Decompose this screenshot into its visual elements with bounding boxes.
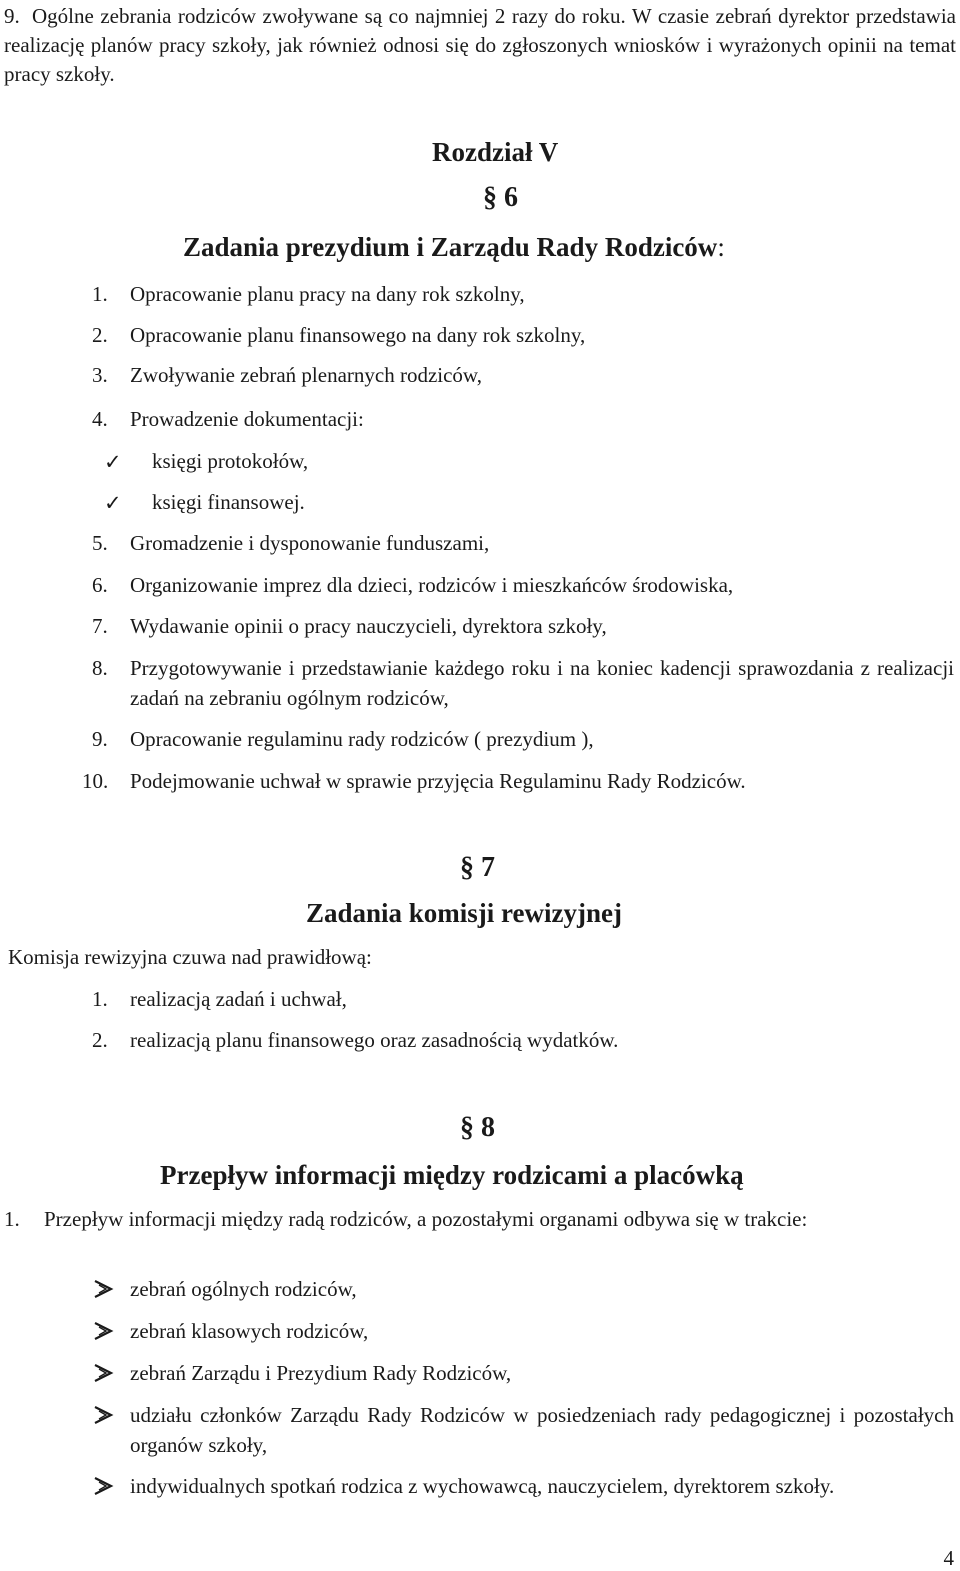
- arrow-bullet-icon: [92, 1316, 114, 1346]
- item-text: Przygotowywanie i przedstawianie każdego roku i na koniec kadencji sprawozdania z realizacji zadań na zebraniu ogólnym rodziców,: [130, 656, 954, 710]
- sub-list-item: [104, 446, 944, 476]
- list-item: [92, 984, 954, 1014]
- list-item: [92, 404, 954, 434]
- bullet-text: indywidualnych spotkań rodzica z wychowawcą, nauczycielem, dyrektorem szkoły.: [130, 1474, 835, 1498]
- bullet-text: zebrań ogólnych rodziców,: [130, 1277, 357, 1301]
- checkmark-icon: ✓: [104, 491, 122, 515]
- item-text: Zwoływanie zebrań plenarnych rodziców,: [130, 363, 482, 387]
- intro-text: Ogólne zebrania rodziców zwoływane są co najmniej 2 razy do roku. W czasie zebrań dyrektor przedstawia realizację planów pracy szkoły, jak również odnosi się do zgłoszonych wniosków i wyrażonych opinii na temat pracy szkoły.: [4, 4, 956, 86]
- bullet-text: zebrań Zarządu i Prezydium Rady Rodziców,: [130, 1361, 512, 1385]
- item-text: Organizowanie imprez dla dzieci, rodziców i mieszkańców środowiska,: [130, 573, 734, 597]
- section-6-title-colon: :: [717, 232, 725, 262]
- list-item: [92, 528, 954, 558]
- section-7-number: § 7: [460, 852, 495, 883]
- list-item: [92, 653, 954, 713]
- paragraph-text: Przepływ informacji między radą rodziców, a pozostałymi organami odbywa się w trakcie:: [44, 1207, 808, 1231]
- item-text: Wydawanie opinii o pracy nauczycieli, dyrektora szkoły,: [130, 614, 607, 638]
- item-text: Opracowanie planu pracy na dany rok szkolny,: [130, 282, 525, 306]
- section-8-title: Przepływ informacji między rodzicami a placówką: [160, 1160, 744, 1190]
- item-number: 2.: [92, 1028, 108, 1052]
- bullet-item: [92, 1400, 954, 1460]
- page-number: 4: [943, 1546, 954, 1570]
- item-number: 4.: [92, 407, 108, 431]
- item-number: 3.: [92, 363, 108, 387]
- list-item: [92, 279, 954, 309]
- paragraph-number: 1.: [4, 1207, 20, 1231]
- item-text: Opracowanie regulaminu rady rodziców ( prezydium ),: [130, 727, 594, 751]
- chapter-heading: Rozdział V: [432, 137, 559, 167]
- item-number: 5.: [92, 531, 108, 555]
- arrow-bullet-icon: [92, 1274, 114, 1304]
- item-number: 8.: [92, 656, 108, 680]
- arrow-bullet-icon: [92, 1471, 114, 1501]
- list-item: [92, 320, 954, 350]
- section-7-title: Zadania komisji rewizyjnej: [306, 898, 622, 928]
- sub-item-text: księgi finansowej.: [152, 490, 305, 514]
- item-number: 1.: [92, 282, 108, 306]
- arrow-bullet-icon: [92, 1358, 114, 1388]
- item-number: 9.: [92, 727, 108, 751]
- item-number: 2.: [92, 323, 108, 347]
- item-text: realizacją planu finansowego oraz zasadnością wydatków.: [130, 1028, 619, 1052]
- list-item: [82, 766, 954, 796]
- section-7-lead: Komisja rewizyjna czuwa nad prawidłową:: [8, 945, 372, 969]
- bullet-text: udziału członków Zarządu Rady Rodziców w posiedzeniach rady pedagogicznej i pozostałych organów szkoły,: [130, 1403, 954, 1457]
- bullet-item: [92, 1358, 954, 1388]
- section-8-number: § 8: [460, 1112, 495, 1143]
- item-number: 1.: [92, 987, 108, 1011]
- sub-list-item: [104, 487, 944, 517]
- arrow-bullet-icon: [92, 1400, 114, 1430]
- list-item: [92, 1025, 954, 1055]
- section-6-title: [183, 232, 725, 263]
- item-number: 6.: [92, 573, 108, 597]
- section-6-title-text: Zadania prezydium i Zarządu Rady Rodziców: [183, 232, 718, 262]
- intro-paragraph: [4, 2, 956, 89]
- bullet-item: [92, 1471, 954, 1501]
- item-number: 7.: [92, 614, 108, 638]
- intro-number: 9.: [4, 4, 20, 28]
- section-6-number: § 6: [483, 182, 518, 213]
- list-item: [92, 724, 954, 754]
- item-text: Podejmowanie uchwał w sprawie przyjęcia Regulaminu Rady Rodziców.: [130, 769, 746, 793]
- list-item: [92, 611, 954, 641]
- section-8-paragraph: [4, 1204, 956, 1234]
- bullet-item: [92, 1274, 954, 1304]
- sub-item-text: księgi protokołów,: [152, 449, 309, 473]
- item-number: 10.: [82, 769, 109, 793]
- bullet-text: zebrań klasowych rodziców,: [130, 1319, 369, 1343]
- item-text: realizacją zadań i uchwał,: [130, 987, 347, 1011]
- checkmark-icon: ✓: [104, 450, 122, 474]
- list-item: [92, 360, 954, 390]
- item-text: Gromadzenie i dysponowanie funduszami,: [130, 531, 490, 555]
- item-text: Prowadzenie dokumentacji:: [130, 407, 364, 431]
- item-text: Opracowanie planu finansowego na dany rok szkolny,: [130, 323, 586, 347]
- list-item: [92, 570, 954, 600]
- bullet-item: [92, 1316, 954, 1346]
